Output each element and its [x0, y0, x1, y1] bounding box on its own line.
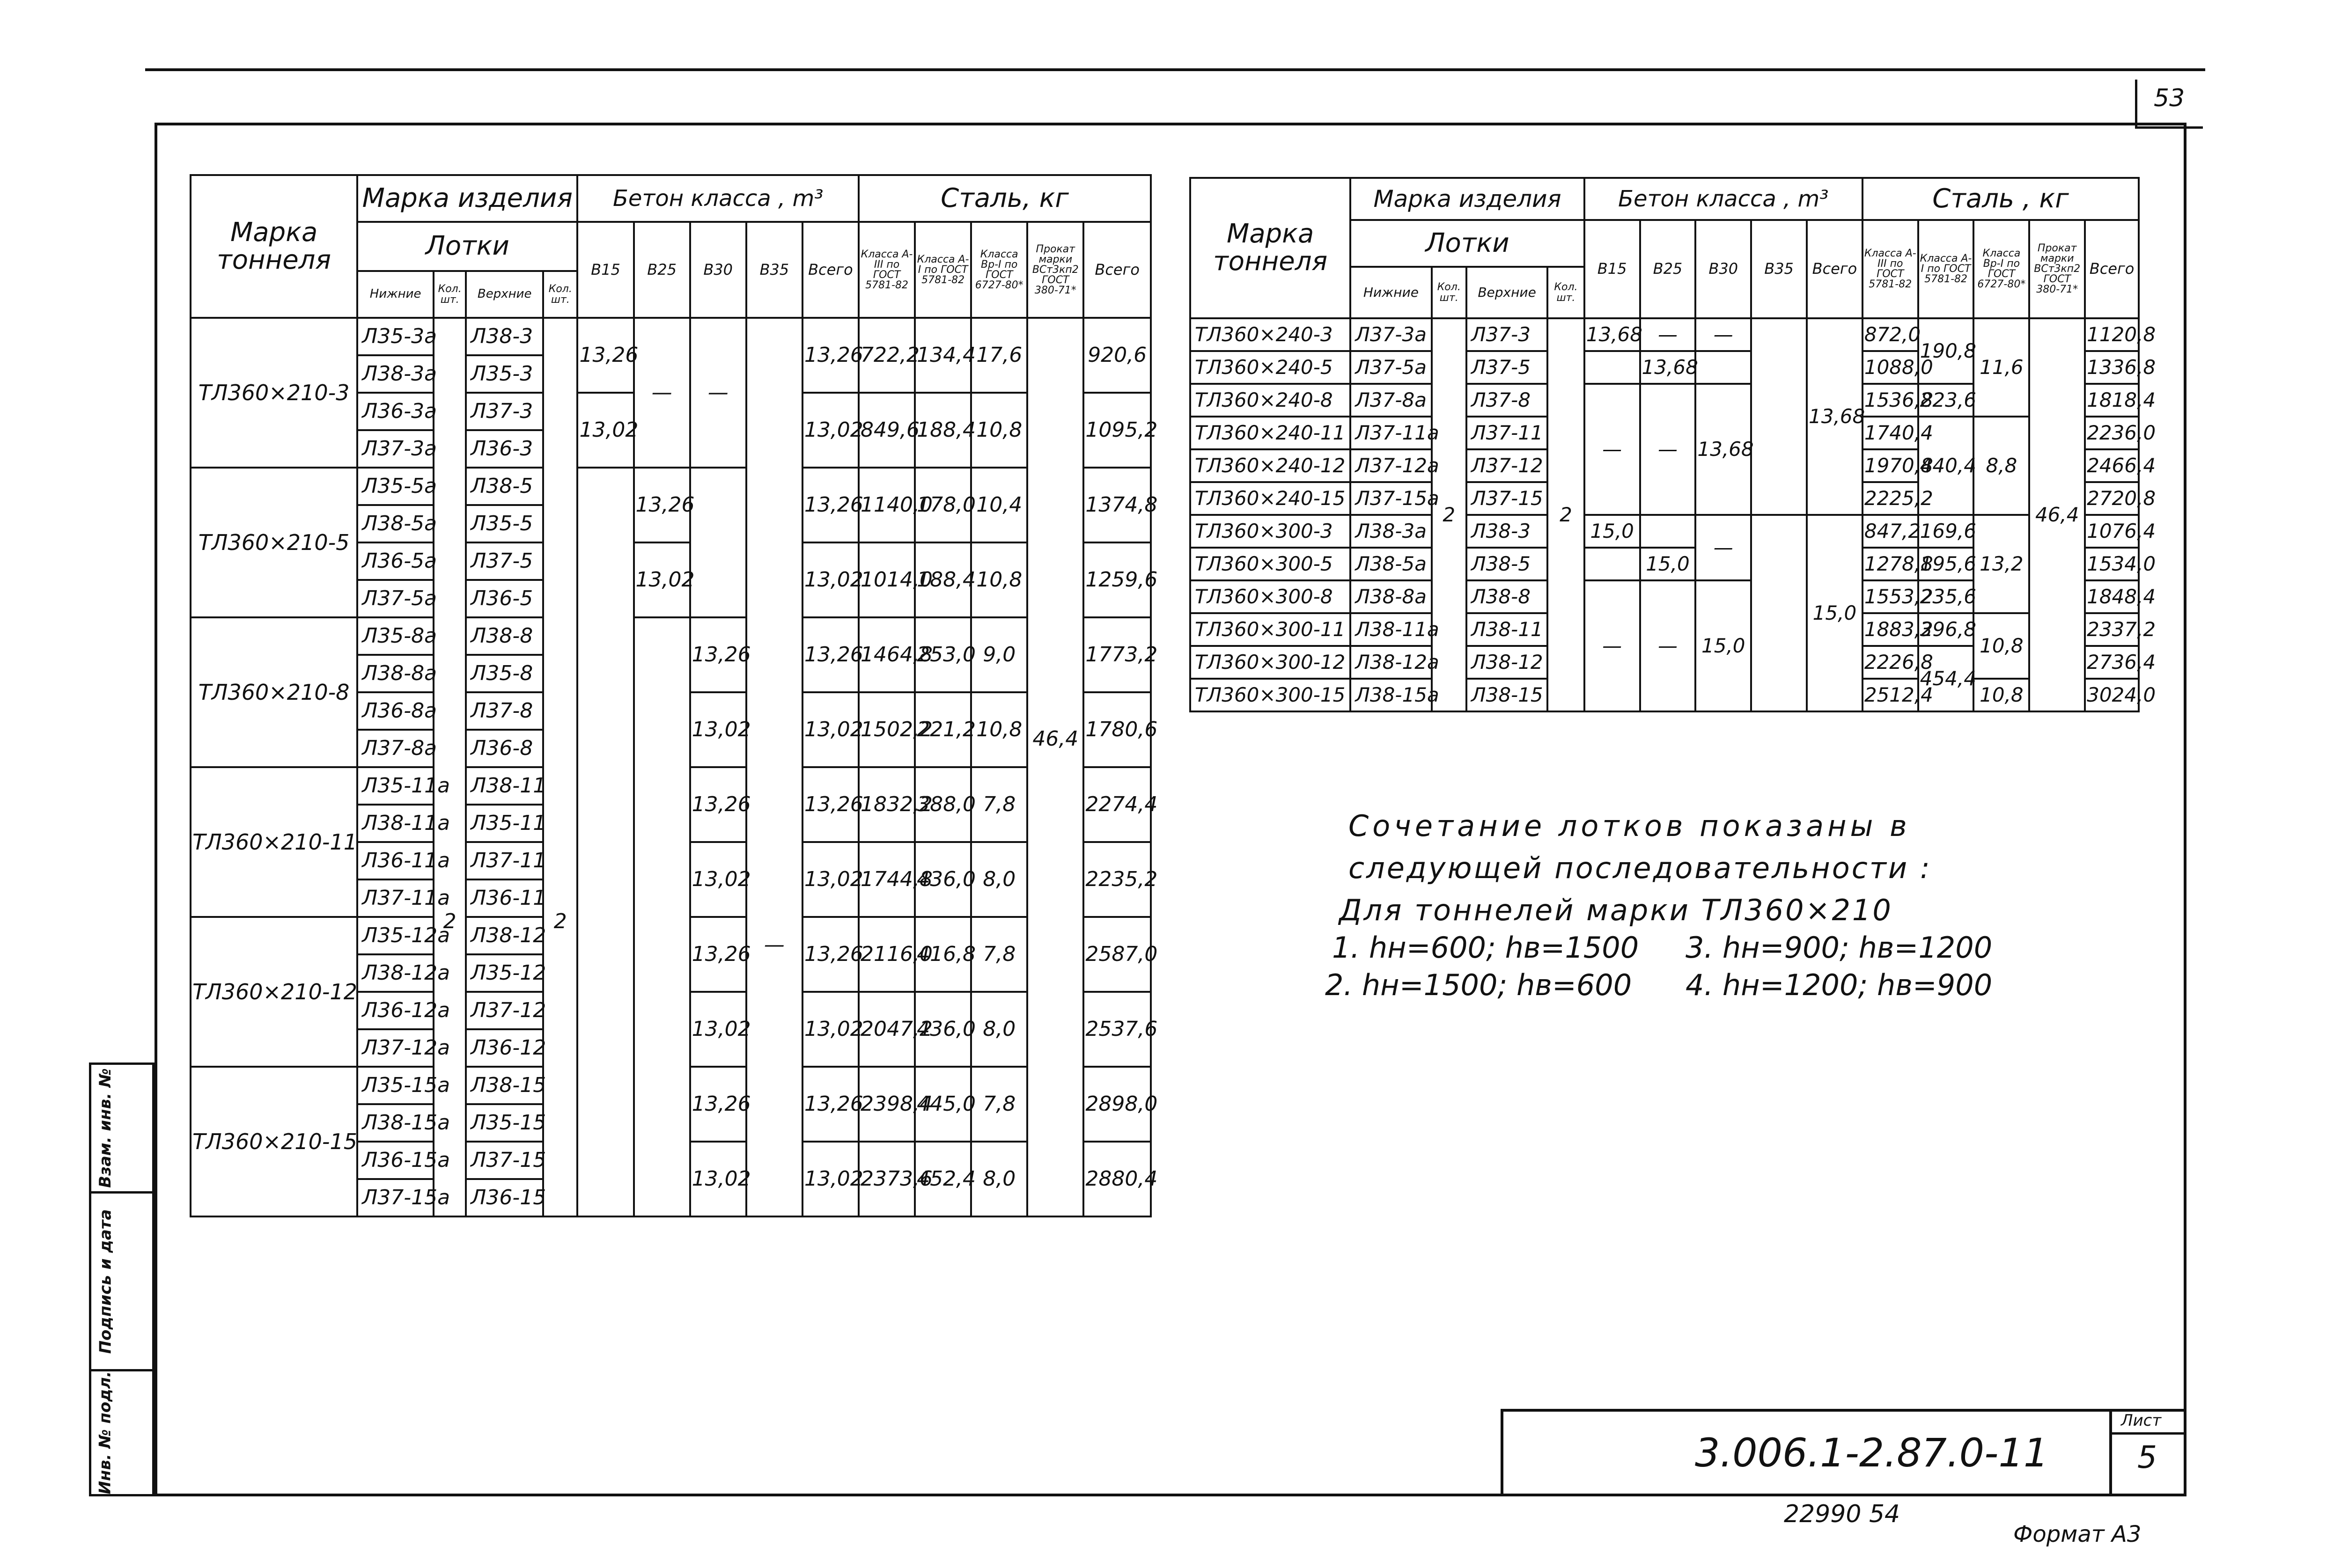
b30-value: 13,26	[690, 1067, 746, 1142]
steel-total: 1818,4	[2085, 384, 2139, 417]
b30-dash: —	[1695, 515, 1751, 580]
col-header-tunnel: Марка тоннеля	[1190, 178, 1350, 318]
upper-tray: Л35-3	[466, 355, 543, 393]
lower-tray: Л38-8а	[357, 655, 434, 692]
upper-tray: Л35-8	[466, 655, 543, 692]
side-strip-label-podpis: Подпись и дата	[96, 1209, 115, 1354]
steel-a1: 396,8	[1918, 613, 1974, 646]
note-line-3: Для тоннелей марки ТЛ360×210	[1339, 893, 1893, 927]
tunnel-mark: ТЛ360×300-5	[1190, 548, 1350, 580]
steel-a3: 1744,8	[859, 842, 915, 917]
b15-empty	[577, 468, 633, 1216]
col-header-concrete: Бетон класса , m³	[577, 175, 859, 222]
col-header-steel-a3: Класса А-III по ГОСТ 5781-82	[1862, 220, 1918, 318]
upper-tray: Л36-5	[466, 580, 543, 617]
concrete-total: 13,26	[802, 617, 859, 692]
lower-tray: Л38-11а	[357, 805, 434, 842]
upper-tray: Л38-12	[1466, 646, 1547, 679]
sheet-number: 5	[2137, 1439, 2157, 1475]
tunnel-mark: ТЛ360×300-12	[1190, 646, 1350, 679]
steel-a3: 2398,4	[859, 1067, 915, 1142]
steel-vr1: 10,4	[971, 468, 1027, 542]
upper-tray: Л37-11	[466, 842, 543, 879]
lower-tray: Л37-5а	[357, 580, 434, 617]
side-strip-label-inv: Инв. № подл.	[96, 1371, 115, 1495]
col-header-b15: В15	[577, 222, 633, 318]
upper-tray: Л37-5	[466, 542, 543, 580]
lower-qty: 2	[434, 318, 466, 1216]
b15-value: 13,26	[577, 318, 633, 393]
col-header-steel-a1: Класса А-I по ГОСТ 5781-82	[1918, 220, 1974, 318]
b30-value: 13,26	[690, 617, 746, 692]
lower-tray: Л35-8а	[357, 617, 434, 655]
concrete-total: 13,02	[802, 1142, 859, 1216]
tunnel-mark: ТЛ360×240-12	[1190, 449, 1350, 482]
b25-empty	[634, 617, 690, 1216]
steel-vr1: 10,8	[1973, 679, 2029, 711]
steel-a1: 436,0	[915, 842, 971, 917]
upper-tray: Л38-11	[1466, 613, 1547, 646]
steel-a1: 436,0	[915, 992, 971, 1067]
lower-tray: Л38-5а	[1350, 548, 1431, 580]
steel-total: 1848,4	[2085, 580, 2139, 613]
steel-total: 2274,4	[1083, 767, 1151, 842]
col-header-steel-vr1: Класса Вр-I по ГОСТ 6727-80*	[1973, 220, 2029, 318]
col-header-product: Марка изделия	[1350, 178, 1584, 220]
steel-a1: 253,0	[915, 617, 971, 692]
tunnel-mark: ТЛ360×240-11	[1190, 417, 1350, 449]
lower-tray: Л36-15а	[357, 1142, 434, 1179]
upper-tray: Л37-12	[1466, 449, 1547, 482]
upper-tray: Л36-12	[466, 1029, 543, 1067]
col-header-concrete: Бетон класса , m³	[1584, 178, 1862, 220]
steel-vr1: 9,0	[971, 617, 1027, 692]
steel-vr1: 17,6	[971, 318, 1027, 393]
steel-a3: 872,0	[1862, 318, 1918, 351]
note-line-1: Сочетание лотков показаны в	[1348, 809, 1911, 843]
tunnel-mark: ТЛ360×210-8	[191, 617, 357, 767]
upper-tray: Л38-3	[1466, 515, 1547, 548]
lower-tray: Л35-12а	[357, 917, 434, 954]
steel-a1: 388,0	[915, 767, 971, 842]
upper-tray: Л37-15	[466, 1142, 543, 1179]
lower-tray: Л37-12а	[357, 1029, 434, 1067]
steel-total: 2587,0	[1083, 917, 1151, 992]
steel-vr1: 10,8	[971, 692, 1027, 767]
lower-tray: Л35-3а	[357, 318, 434, 355]
lower-tray: Л38-3а	[357, 355, 434, 393]
steel-a3: 1740,4	[1862, 417, 1918, 449]
b30-dash: —	[690, 318, 746, 468]
b15-empty	[1584, 548, 1640, 580]
b30-dash: —	[1695, 318, 1751, 351]
b25-empty	[1640, 515, 1696, 548]
col-header-concrete-total: Всего	[1807, 220, 1862, 318]
lower-tray: Л36-8а	[357, 692, 434, 730]
steel-prokat: 46,4	[1027, 318, 1083, 1216]
steel-a3: 1464,8	[859, 617, 915, 692]
lower-tray: Л37-3а	[357, 430, 434, 468]
side-strip-label-vzam: Взам. инв. №	[96, 1068, 115, 1188]
steel-total: 2736,4	[2085, 646, 2139, 679]
b15-value: 13,68	[1584, 318, 1640, 351]
steel-total: 1259,6	[1083, 542, 1151, 617]
b30-value: 13,02	[690, 842, 746, 917]
note-item-1: 1. hн=600; hв=1500	[1332, 931, 1639, 965]
lower-tray: Л37-8а	[1350, 384, 1431, 417]
top-rule	[145, 68, 2205, 71]
tunnel-mark: ТЛ360×210-15	[191, 1067, 357, 1216]
upper-tray: Л38-5	[1466, 548, 1547, 580]
tunnel-mark: ТЛ360×300-11	[1190, 613, 1350, 646]
steel-a3: 1140,0	[859, 468, 915, 542]
steel-vr1: 10,8	[971, 393, 1027, 468]
lower-tray: Л37-11а	[1350, 417, 1431, 449]
upper-tray: Л35-15	[466, 1104, 543, 1142]
lower-tray: Л35-5а	[357, 468, 434, 505]
b15-value: 13,02	[577, 393, 633, 468]
col-header-b25: В25	[634, 222, 690, 318]
steel-a1: 223,6	[1918, 384, 1974, 417]
upper-tray: Л38-8	[1466, 580, 1547, 613]
steel-total: 2537,6	[1083, 992, 1151, 1067]
steel-vr1: 10,8	[1973, 613, 2029, 679]
lower-tray: Л38-15а	[1350, 679, 1431, 711]
steel-total: 2720,8	[2085, 482, 2139, 515]
steel-prokat: 46,4	[2029, 318, 2085, 711]
steel-a1: 440,4	[1918, 417, 1974, 515]
b30-value: 13,02	[690, 992, 746, 1067]
upper-tray: Л36-3	[466, 430, 543, 468]
steel-total: 1534,0	[2085, 548, 2139, 580]
col-header-b30: В30	[690, 222, 746, 318]
concrete-total: 13,02	[802, 992, 859, 1067]
page-number: 53	[2154, 84, 2185, 112]
tunnel-mark: ТЛ360×240-8	[1190, 384, 1350, 417]
steel-vr1: 8,0	[971, 1142, 1027, 1216]
upper-qty: 2	[1547, 318, 1584, 711]
steel-a3: 847,2	[1862, 515, 1918, 548]
col-header-steel-a1: Класса А-I по ГОСТ 5781-82	[915, 222, 971, 318]
b25-dash: —	[1640, 318, 1696, 351]
lower-tray: Л37-15а	[357, 1179, 434, 1216]
col-header-b15: В15	[1584, 220, 1640, 318]
b35-empty	[1751, 318, 1807, 515]
concrete-total: 13,26	[802, 917, 859, 992]
steel-vr1: 8,0	[971, 992, 1027, 1067]
col-header-b30: В30	[1695, 220, 1751, 318]
col-header-qty: Кол. шт.	[1432, 267, 1467, 318]
lower-tray: Л38-15а	[357, 1104, 434, 1142]
steel-a1: 454,4	[1918, 646, 1974, 711]
col-header-steel-a3: Класса А-III по ГОСТ 5781-82	[859, 222, 915, 318]
steel-total: 2466,4	[2085, 449, 2139, 482]
upper-tray: Л36-15	[466, 1179, 543, 1216]
concrete-total: 15,0	[1807, 515, 1862, 711]
lower-tray: Л38-12а	[357, 954, 434, 992]
steel-a1: 169,6	[1918, 515, 1974, 548]
steel-a1: 445,0	[915, 1067, 971, 1142]
steel-a1: 221,2	[915, 692, 971, 767]
lower-tray: Л35-15а	[357, 1067, 434, 1104]
lower-tray: Л37-11а	[357, 879, 434, 917]
b30-empty	[1695, 351, 1751, 384]
steel-a3: 2225,2	[1862, 482, 1918, 515]
steel-a3: 1014,0	[859, 542, 915, 617]
sheet-label: Лист	[2121, 1411, 2162, 1430]
steel-a1: 195,6	[1918, 548, 1974, 580]
col-header-steel-prokat: Прокат марки ВСт3кп2 ГОСТ 380-71*	[1027, 222, 1083, 318]
lower-tray: Л38-3а	[1350, 515, 1431, 548]
col-header-tunnel: Марка тоннеля	[191, 175, 357, 318]
upper-tray: Л37-3	[1466, 318, 1547, 351]
upper-tray: Л38-12	[466, 917, 543, 954]
tunnel-mark: ТЛ360×240-5	[1190, 351, 1350, 384]
col-header-steel-total: Всего	[2085, 220, 2139, 318]
b15-dash: —	[1584, 384, 1640, 515]
concrete-total: 13,26	[802, 767, 859, 842]
steel-total: 2880,4	[1083, 1142, 1151, 1216]
steel-total: 1120,8	[2085, 318, 2139, 351]
upper-tray: Л38-5	[466, 468, 543, 505]
b25-value: 13,68	[1640, 351, 1696, 384]
concrete-total: 13,26	[802, 318, 859, 393]
b15-value: 15,0	[1584, 515, 1640, 548]
upper-tray: Л38-11	[466, 767, 543, 805]
b35-dash: —	[746, 318, 802, 1216]
b30-value: 13,02	[690, 692, 746, 767]
upper-tray: Л37-12	[466, 992, 543, 1029]
col-header-b35: В35	[1751, 220, 1807, 318]
steel-vr1: 11,6	[1973, 318, 2029, 417]
col-header-steel-prokat: Прокат марки ВСт3кп2 ГОСТ 380-71*	[2029, 220, 2085, 318]
concrete-total: 13,02	[802, 542, 859, 617]
steel-a3: 1832,2	[859, 767, 915, 842]
steel-total: 3024,0	[2085, 679, 2139, 711]
right-spec-table	[1189, 177, 2156, 712]
b30-empty	[690, 468, 746, 617]
steel-a3: 2047,2	[859, 992, 915, 1067]
lower-tray: Л38-8а	[1350, 580, 1431, 613]
steel-a3: 1883,2	[1862, 613, 1918, 646]
steel-a3: 2512,4	[1862, 679, 1918, 711]
concrete-total: 13,68	[1807, 318, 1862, 515]
upper-tray: Л36-8	[466, 730, 543, 767]
upper-tray: Л37-11	[1466, 417, 1547, 449]
col-header-trays: Лотки	[357, 222, 577, 271]
note-line-2: следующей последовательности :	[1348, 850, 1932, 885]
upper-tray: Л37-3	[466, 393, 543, 430]
steel-a1: 188,4	[915, 393, 971, 468]
steel-a3: 2116,0	[859, 917, 915, 992]
steel-total: 1336,8	[2085, 351, 2139, 384]
col-header-concrete-total: Всего	[802, 222, 859, 318]
col-header-product: Марка изделия	[357, 175, 577, 222]
b30-value: 13,26	[690, 917, 746, 992]
tunnel-mark: ТЛ360×300-3	[1190, 515, 1350, 548]
lower-tray: Л36-11а	[357, 842, 434, 879]
steel-a3: 1553,2	[1862, 580, 1918, 613]
upper-tray: Л35-12	[466, 954, 543, 992]
steel-vr1: 8,0	[971, 842, 1027, 917]
upper-qty: 2	[543, 318, 577, 1216]
steel-vr1: 7,8	[971, 1067, 1027, 1142]
concrete-total: 13,02	[802, 692, 859, 767]
left-spec-table	[190, 174, 1158, 1217]
tunnel-mark: ТЛ360×240-15	[1190, 482, 1350, 515]
col-header-lower: Нижние	[1350, 267, 1431, 318]
steel-a1: 452,4	[915, 1142, 971, 1216]
upper-tray: Л35-5	[466, 505, 543, 542]
concrete-total: 13,02	[802, 393, 859, 468]
steel-total: 920,6	[1083, 318, 1151, 393]
steel-vr1: 10,8	[971, 542, 1027, 617]
steel-vr1: 8,8	[1973, 417, 2029, 515]
col-header-steel: Сталь, кг	[859, 175, 1151, 222]
upper-tray: Л37-8	[466, 692, 543, 730]
steel-a3: 1088,0	[1862, 351, 1918, 384]
col-header-trays: Лотки	[1350, 220, 1584, 267]
col-header-qty: Кол. шт.	[434, 271, 466, 318]
note-item-2: 2. hн=1500; hв=600	[1325, 968, 1632, 1002]
b25-dash: —	[1640, 384, 1696, 515]
upper-tray: Л37-15	[1466, 482, 1547, 515]
steel-a3: 1970,8	[1862, 449, 1918, 482]
lower-tray: Л38-11а	[1350, 613, 1431, 646]
steel-total: 2236,0	[2085, 417, 2139, 449]
lower-tray: Л35-11а	[357, 767, 434, 805]
lower-tray: Л37-3а	[1350, 318, 1431, 351]
steel-total: 1773,2	[1083, 617, 1151, 692]
tunnel-mark: ТЛ360×300-8	[1190, 580, 1350, 613]
lower-tray: Л38-12а	[1350, 646, 1431, 679]
tunnel-mark: ТЛ360×210-5	[191, 468, 357, 617]
concrete-total: 13,02	[802, 842, 859, 917]
b30-value: 15,0	[1695, 580, 1751, 711]
note-item-3: 3. hн=900; hв=1200	[1686, 931, 1993, 965]
upper-tray: Л38-15	[1466, 679, 1547, 711]
lower-tray: Л38-5а	[357, 505, 434, 542]
b15-empty	[1584, 351, 1640, 384]
tunnel-mark: ТЛ360×210-3	[191, 318, 357, 468]
b30-value: 13,02	[690, 1142, 746, 1216]
tunnel-mark: ТЛ360×210-11	[191, 767, 357, 917]
b30-value: 13,68	[1695, 384, 1751, 515]
document-code: 3.006.1-2.87.0-11	[1695, 1430, 2049, 1476]
col-header-qty2: Кол. шт.	[543, 271, 577, 318]
col-header-b25: В25	[1640, 220, 1696, 318]
steel-a3: 722,2	[859, 318, 915, 393]
lower-qty: 2	[1432, 318, 1467, 711]
concrete-total: 13,26	[802, 468, 859, 542]
b25-dash: —	[1640, 580, 1696, 711]
lower-tray: Л37-12а	[1350, 449, 1431, 482]
steel-vr1: 13,2	[1973, 515, 2029, 613]
steel-a1: 190,8	[1918, 318, 1974, 384]
col-header-lower: Нижние	[357, 271, 434, 318]
sheet-format: Формат А3	[2013, 1521, 2142, 1547]
concrete-total: 13,26	[802, 1067, 859, 1142]
tunnel-mark: ТЛ360×300-15	[1190, 679, 1350, 711]
col-header-upper: Верхние	[466, 271, 543, 318]
lower-tray: Л36-5а	[357, 542, 434, 580]
steel-total: 1095,2	[1083, 393, 1151, 468]
upper-tray: Л38-15	[466, 1067, 543, 1104]
steel-total: 2235,2	[1083, 842, 1151, 917]
lower-tray: Л37-5а	[1350, 351, 1431, 384]
col-header-b35: В35	[746, 222, 802, 318]
steel-a1: 178,0	[915, 468, 971, 542]
steel-total: 2337,2	[2085, 613, 2139, 646]
b25-dash: —	[634, 318, 690, 468]
tunnel-mark: ТЛ360×240-3	[1190, 318, 1350, 351]
steel-a1: 188,4	[915, 542, 971, 617]
steel-total: 1076,4	[2085, 515, 2139, 548]
b30-value: 13,26	[690, 767, 746, 842]
col-header-steel-total: Всего	[1083, 222, 1151, 318]
steel-a3: 1502,2	[859, 692, 915, 767]
upper-tray: Л36-11	[466, 879, 543, 917]
steel-a1: 134,4	[915, 318, 971, 393]
lower-tray: Л37-8а	[357, 730, 434, 767]
col-header-steel: Сталь , кг	[1862, 178, 2139, 220]
steel-total: 2898,0	[1083, 1067, 1151, 1142]
steel-vr1: 7,8	[971, 767, 1027, 842]
steel-vr1: 7,8	[971, 917, 1027, 992]
tray-combination-notes	[1339, 805, 1932, 931]
upper-tray: Л38-3	[466, 318, 543, 355]
b25-value: 15,0	[1640, 548, 1696, 580]
steel-total: 1374,8	[1083, 468, 1151, 542]
steel-a3: 849,6	[859, 393, 915, 468]
col-header-qty2: Кол. шт.	[1547, 267, 1584, 318]
tunnel-mark: ТЛ360×210-12	[191, 917, 357, 1067]
b25-value: 13,02	[634, 542, 690, 617]
lower-tray: Л36-12а	[357, 992, 434, 1029]
steel-a1: 416,8	[915, 917, 971, 992]
order-number: 22990 54	[1784, 1500, 1900, 1528]
b35-empty	[1751, 515, 1807, 711]
upper-tray: Л35-11	[466, 805, 543, 842]
sheet-box-divider	[2109, 1432, 2186, 1435]
lower-tray: Л37-15а	[1350, 482, 1431, 515]
steel-total: 1780,6	[1083, 692, 1151, 767]
col-header-upper: Верхние	[1466, 267, 1547, 318]
steel-a3: 1536,8	[1862, 384, 1918, 417]
lower-tray: Л36-3а	[357, 393, 434, 430]
upper-tray: Л37-5	[1466, 351, 1547, 384]
steel-a1: 235,6	[1918, 580, 1974, 613]
b25-value: 13,26	[634, 468, 690, 542]
col-header-steel-vr1: Класса Вр-I по ГОСТ 6727-80*	[971, 222, 1027, 318]
upper-tray: Л38-8	[466, 617, 543, 655]
steel-a3: 1278,8	[1862, 548, 1918, 580]
b15-dash: —	[1584, 580, 1640, 711]
note-item-4: 4. hн=1200; hв=900	[1686, 968, 1993, 1002]
upper-tray: Л37-8	[1466, 384, 1547, 417]
steel-a3: 2226,8	[1862, 646, 1918, 679]
steel-a3: 2373,6	[859, 1142, 915, 1216]
